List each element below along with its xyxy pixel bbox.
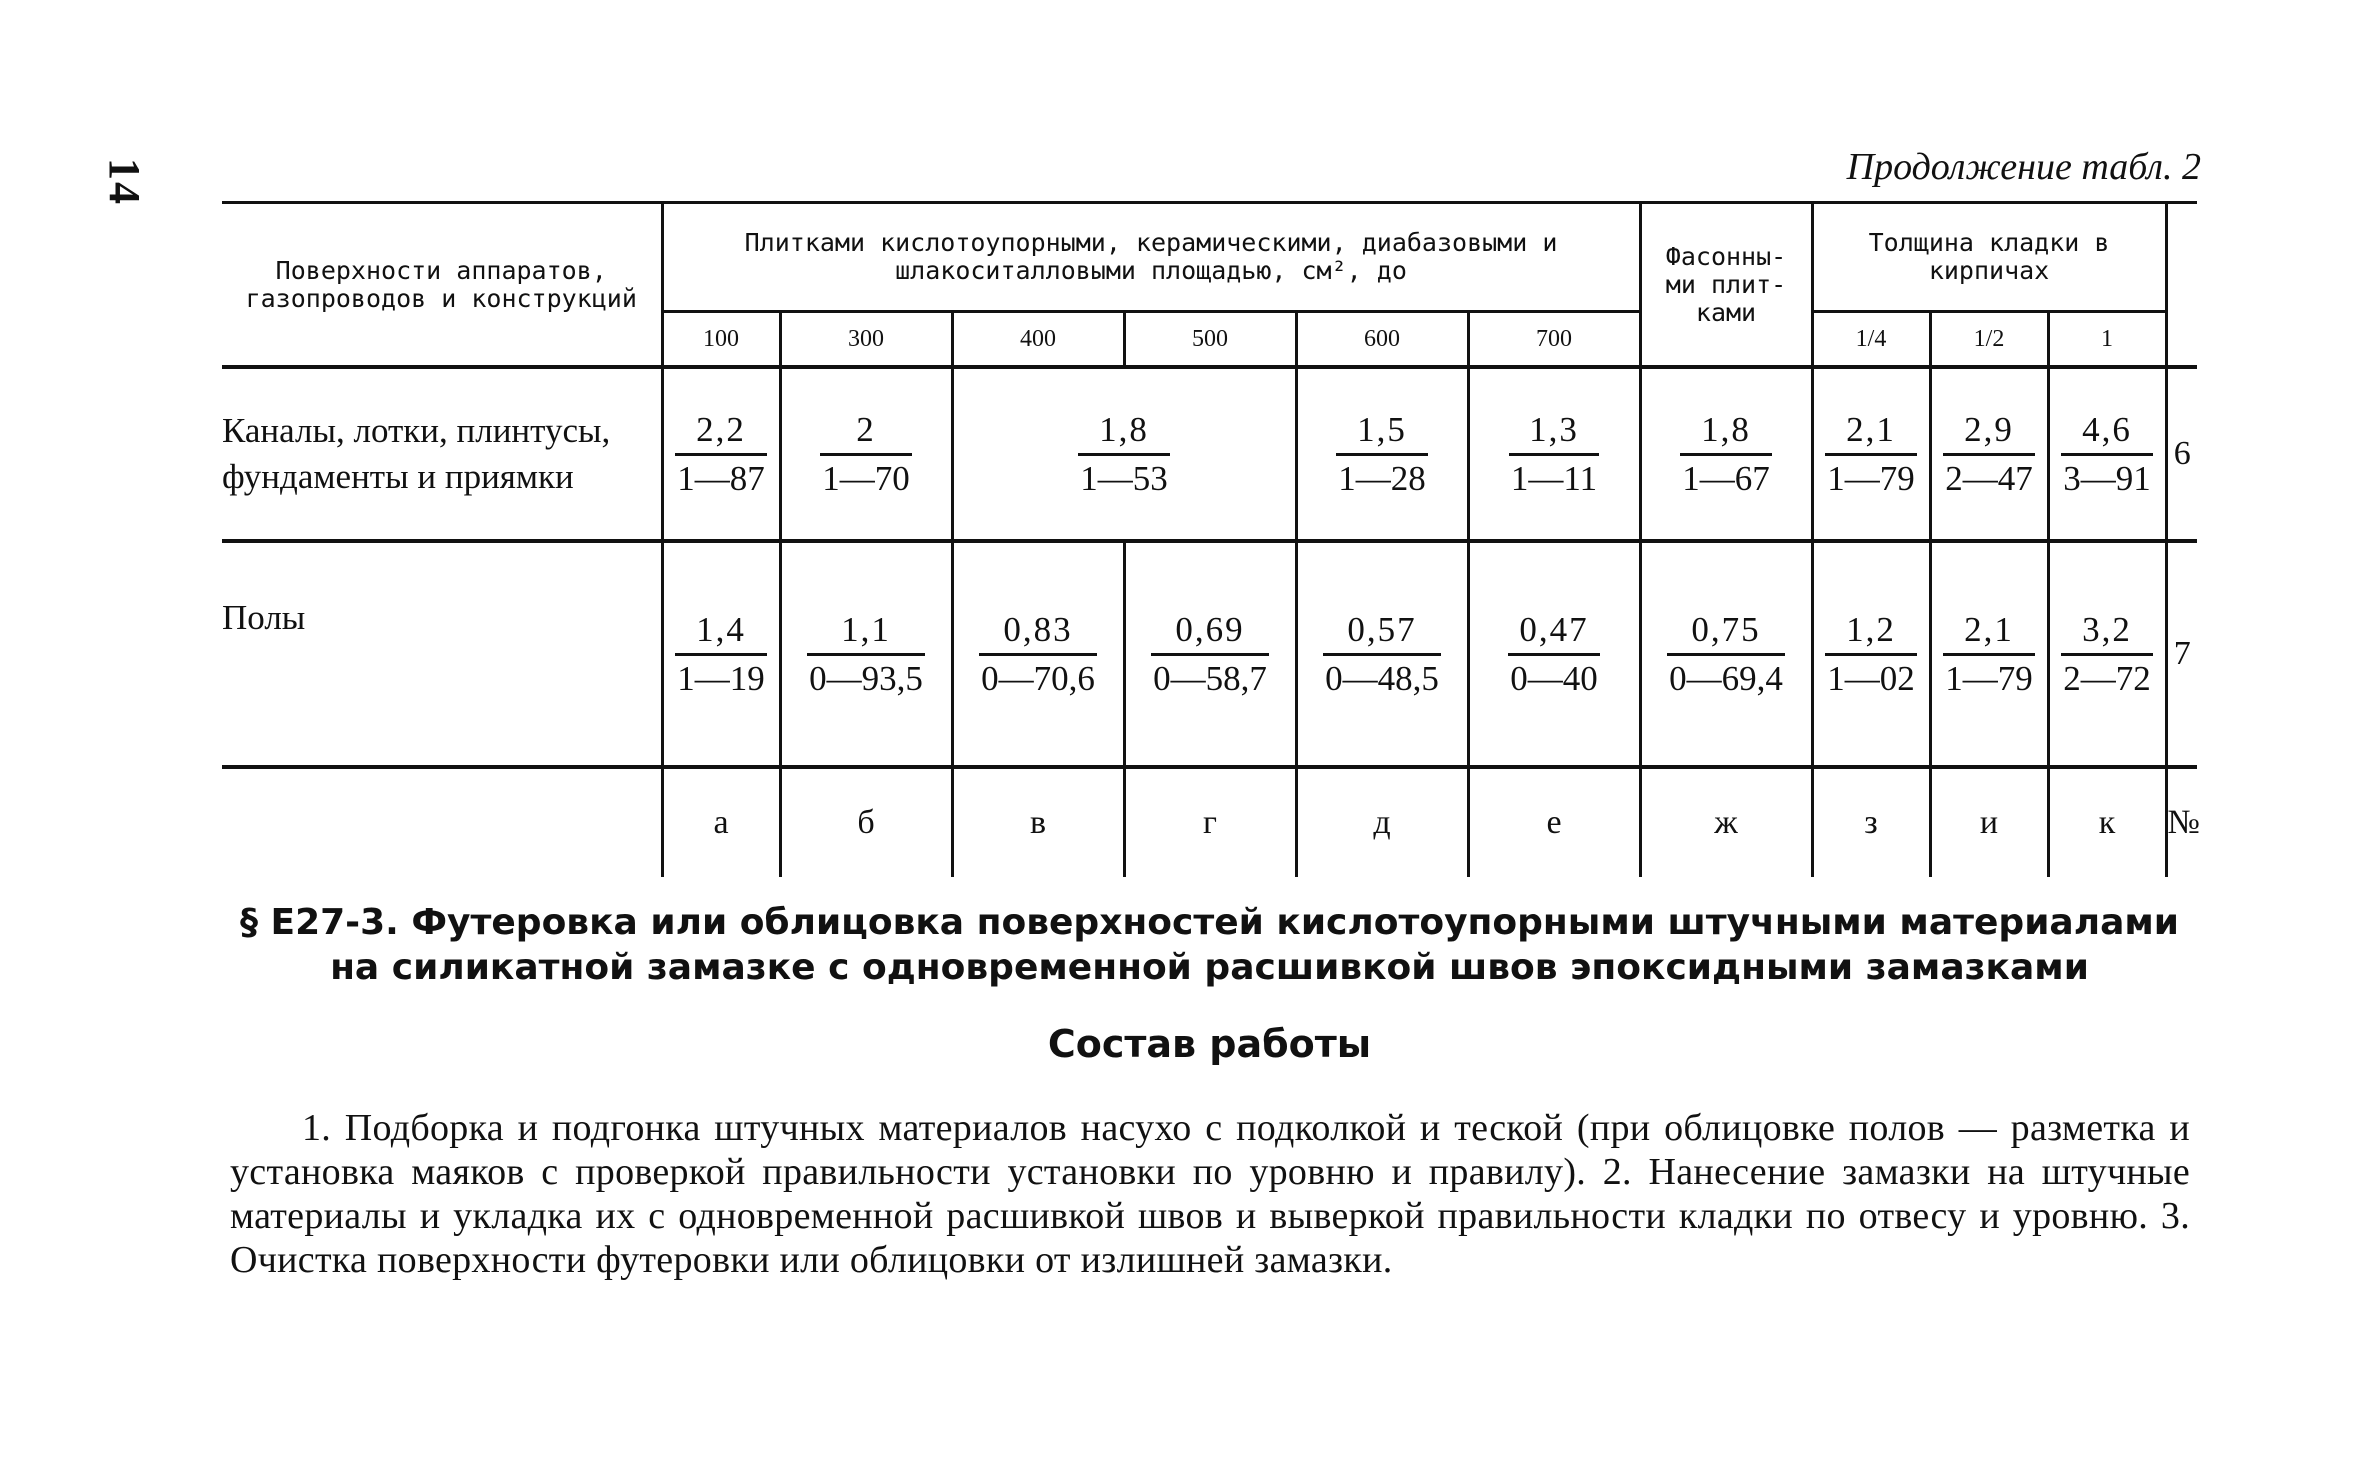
column-letter: з	[1812, 767, 1930, 877]
area-column-300: 300	[780, 312, 952, 368]
tiles-area-header: Плитками кислотоупорными, керамическими, диабазовыми и шлакоситалловыми площадью, см², до	[662, 203, 1640, 312]
column-letter: д	[1296, 767, 1468, 877]
rate: 1—11	[1509, 453, 1599, 502]
column-letter: в	[952, 767, 1124, 877]
work-composition-text: 1. Подборка и подгонка штучных материалов насухо с подколкой и теской (при облицовке полов — разметка и установка маяков с проверкой правильности установки по уровню и правилу). 2. Нанесение замазки на штучные материалы и укладка их с одновременной расшивкой швов и выверкой правильности кладки по отвесу и уровню. 3. Очистка поверхности футеровки или облицовки от излишней замазки.	[230, 1107, 2190, 1281]
table-row	[222, 541, 2197, 767]
row-number: 6	[2166, 367, 2197, 541]
norms-table	[222, 201, 2200, 877]
thickness-header: Толщина кладки в кирпичах	[1812, 203, 2166, 312]
thickness-column-one: 1	[2048, 312, 2166, 368]
column-letter: а	[662, 767, 780, 877]
row-label: Полы	[222, 598, 306, 637]
norm-time: 2,2	[696, 409, 746, 449]
cell-100	[662, 367, 780, 541]
section-subtitle: Состав работы	[1047, 1022, 1372, 1066]
rate: 3—91	[2061, 453, 2153, 502]
column-letter: г	[1124, 767, 1296, 877]
table-continuation-label: Продолжение табл. 2	[1846, 146, 2201, 188]
norm-time: 1,2	[1846, 609, 1896, 649]
norm-time: 2,1	[1964, 609, 2014, 649]
norm-time: 0,83	[1003, 609, 1073, 649]
cell-thickness-one	[2048, 541, 2166, 767]
area-column-500: 500	[1124, 312, 1296, 368]
norm-time: 1,4	[696, 609, 746, 649]
cell-thickness-quarter	[1812, 541, 1930, 767]
row-label: Каналы, лотки, плинтусы, фундаменты и приямки	[222, 411, 611, 496]
thickness-column-quarter: 1/4	[1812, 312, 1930, 368]
norm-time: 1,5	[1357, 409, 1407, 449]
rate: 0—58,7	[1151, 653, 1269, 702]
cell-shaped	[1640, 541, 1812, 767]
number-sign: №	[2166, 767, 2197, 877]
norm-time: 2,1	[1846, 409, 1896, 449]
cell-500	[1124, 541, 1296, 767]
rate: 1—87	[675, 453, 767, 502]
cell-400-500	[952, 367, 1296, 541]
norm-time: 4,6	[2082, 409, 2132, 449]
area-column-400: 400	[952, 312, 1124, 368]
cell-thickness-quarter	[1812, 367, 1930, 541]
norm-time: 0,47	[1519, 609, 1589, 649]
norm-time: 0,75	[1691, 609, 1761, 649]
cell-100	[662, 541, 780, 767]
norm-time: 1,3	[1529, 409, 1579, 449]
cell-600	[1296, 367, 1468, 541]
cell-300	[780, 367, 952, 541]
column-letters-row	[222, 767, 2197, 877]
column-letter: и	[1930, 767, 2048, 877]
shaped-tiles-header: Фасонны-ми плит-ками	[1640, 203, 1812, 368]
norm-time: 1,8	[1701, 409, 1751, 449]
rate: 0—48,5	[1323, 653, 1441, 702]
norm-time: 1,1	[841, 609, 891, 649]
rate: 1—02	[1825, 653, 1917, 702]
area-column-700: 700	[1468, 312, 1640, 368]
column-letter: б	[780, 767, 952, 877]
rate: 1—79	[1825, 453, 1917, 502]
norm-time: 2	[856, 409, 876, 449]
rate: 1—67	[1680, 453, 1772, 502]
rate: 1—79	[1943, 653, 2035, 702]
cell-400	[952, 541, 1124, 767]
rate: 0—40	[1508, 653, 1600, 702]
rate: 0—93,5	[807, 653, 925, 702]
column-letter: е	[1468, 767, 1640, 877]
rate: 2—72	[2061, 653, 2153, 702]
norm-time: 0,57	[1347, 609, 1417, 649]
surface-header: Поверхности аппаратов, газопроводов и конструкций	[245, 255, 637, 313]
rate: 1—19	[675, 653, 767, 702]
thickness-column-half: 1/2	[1930, 312, 2048, 368]
rate: 1—53	[1078, 453, 1170, 502]
rate: 0—69,4	[1667, 653, 1785, 702]
rate: 0—70,6	[979, 653, 1097, 702]
cell-600	[1296, 541, 1468, 767]
cell-300	[780, 541, 952, 767]
rate: 1—28	[1336, 453, 1428, 502]
norm-time: 0,69	[1175, 609, 1245, 649]
norm-time: 2,9	[1964, 409, 2014, 449]
area-column-600: 600	[1296, 312, 1468, 368]
column-letter: к	[2048, 767, 2166, 877]
cell-700	[1468, 541, 1640, 767]
cell-700	[1468, 367, 1640, 541]
area-column-100: 100	[662, 312, 780, 368]
cell-shaped	[1640, 367, 1812, 541]
row-number: 7	[2166, 541, 2197, 767]
norm-time: 1,8	[1099, 409, 1149, 449]
rate: 1—70	[820, 453, 912, 502]
cell-thickness-half	[1930, 541, 2048, 767]
norm-time: 3,2	[2082, 609, 2132, 649]
table-row	[222, 367, 2197, 541]
cell-thickness-one	[2048, 367, 2166, 541]
rate: 2—47	[1943, 453, 2035, 502]
cell-thickness-half	[1930, 367, 2048, 541]
page-number: 14	[100, 158, 149, 206]
section-title: § Е27-3. Футеровка или облицовка поверхностей кислотоупорными штучными материалами на силикатной замазке с одновременной расшивкой швов эпоксидными замазками	[239, 902, 2180, 988]
column-letter: ж	[1640, 767, 1812, 877]
